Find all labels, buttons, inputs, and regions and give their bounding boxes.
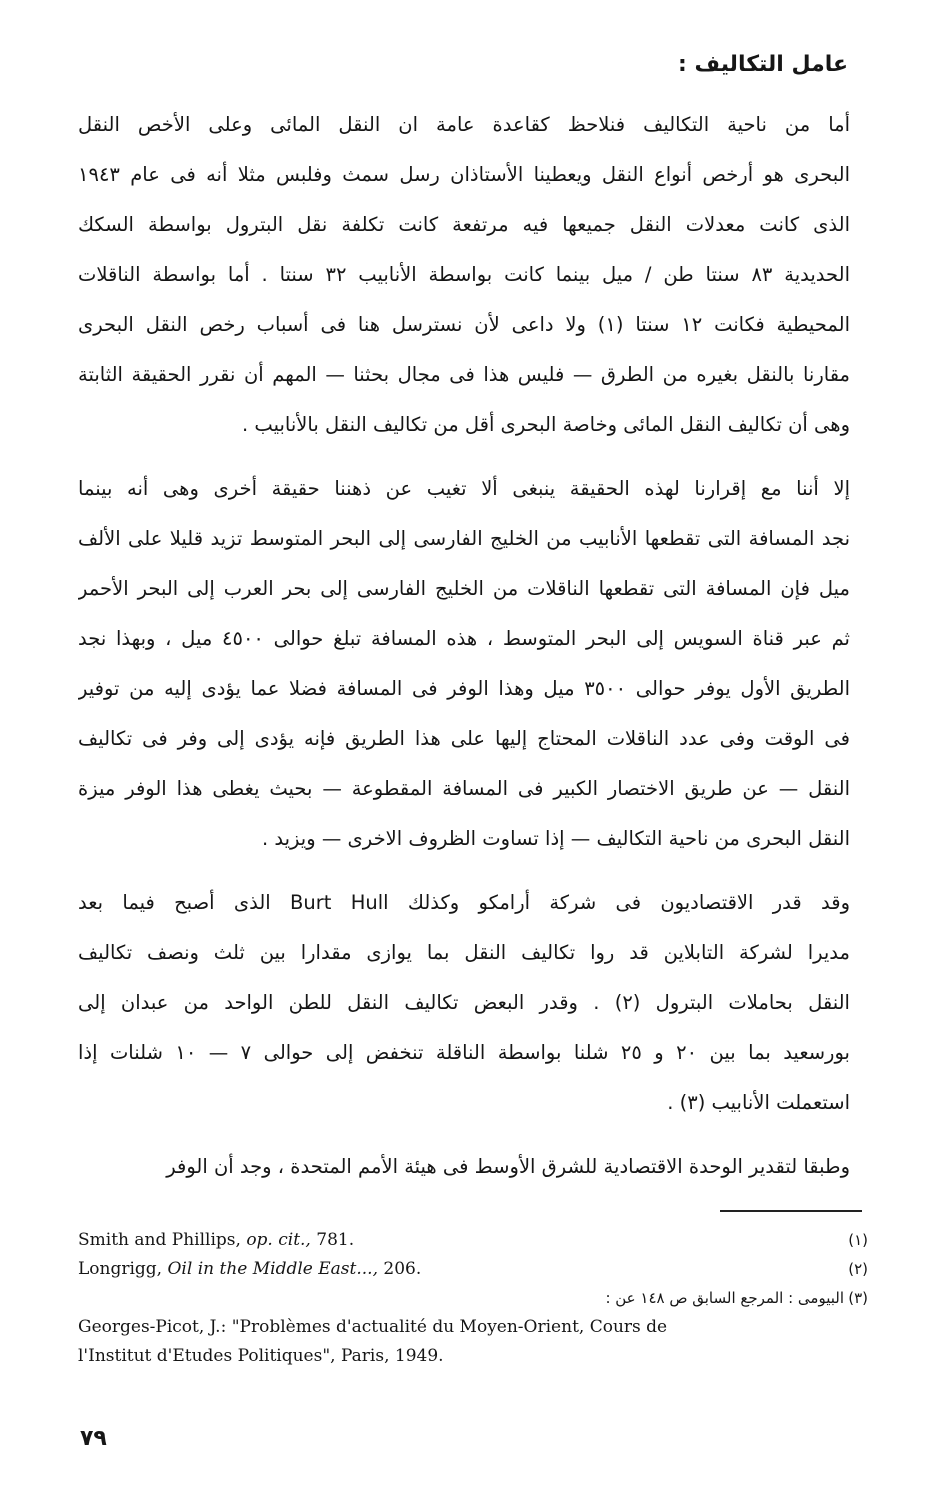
footnote-2-number: (٢) (848, 1260, 868, 1278)
paragraph-4 (78, 1142, 850, 1192)
page-number: ٧٩ (80, 1426, 107, 1451)
footnote-3-citation-line-2: l'Institut d'Etudes Politiques", Paris, 1949. (78, 1346, 444, 1366)
footnote-3-citation-line-1: Georges-Picot, J.: "Problèmes d'actualité du Moyen-Orient, Cours de (78, 1317, 668, 1337)
footnote-2-author: Longrigg, (78, 1259, 163, 1279)
footnote-2-citation (78, 1255, 421, 1284)
text-line: النقل البحرى من ناحية التكاليف — إذا تساوت الظروف الاخرى — ويزيد . (261, 827, 850, 850)
footnotes (78, 1226, 868, 1371)
text-line: ثم عبر قناة السويس إلى البحر المتوسط ، هذه المسافة تبلغ حوالى ٤٥٠٠ ميل ، وبهذا نجد (78, 627, 850, 650)
footnote-1-page: 781. (310, 1230, 355, 1250)
footnote-1-number: (١) (848, 1231, 868, 1249)
footnote-2-work: Oil in the Middle East..., (167, 1259, 378, 1279)
text-line: النقل بحاملات البترول (٢) . وقدر البعض تكاليف النقل للطن الواحد من عبدان إلى (78, 991, 850, 1014)
text-line: مقارنا بالنقل بغيره من الطرق — فليس هذا فى مجال بحثنا — المهم أن نقرر الحقيقة الثابتة (78, 363, 850, 386)
text-line: مديرا لشركة التابلاين قد روا تكاليف النقل بما يوازى مقدارا بين ثلث ونصف تكاليف (78, 941, 850, 964)
text-line: إلا أننا مع إقرارنا لهذه الحقيقة ينبغى ألا تغيب عن ذهننا حقيقة أخرى وهى أنه بينما (78, 477, 850, 500)
section-heading: عامل التكاليف : (678, 52, 848, 77)
footnote-3-number: (٣) (848, 1289, 868, 1307)
footnote-divider (720, 1210, 862, 1212)
footnote-2-page: 206. (377, 1259, 422, 1279)
paragraph-1 (78, 100, 850, 450)
paragraph-3 (78, 878, 850, 1128)
text-line: وهى أن تكاليف النقل المائى وخاصة البحرى أقل من تكاليف النقل بالأنابيب . (242, 413, 850, 436)
body-text (78, 100, 850, 1206)
footnote-1-author: Smith and Phillips, (78, 1230, 241, 1250)
text-line: الذى كانت معدلات النقل جميعها فيه مرتفعة كانت تكلفة نقل البترول بواسطة السكك (78, 213, 850, 236)
footnote-1 (78, 1226, 868, 1255)
text-line: استعملت الأنابيب (٣) . (667, 1091, 850, 1114)
footnote-1-work: op. cit., (246, 1230, 311, 1250)
text-line: البحرى هو أرخص أنواع النقل ويعطينا الأستاذان رسل سمث وفلبس مثلا أنه فى عام ١٩٤٣ (78, 163, 850, 186)
footnote-3 (78, 1284, 868, 1313)
text-line: وطبقا لتقدير الوحدة الاقتصادية للشرق الأوسط فى هيئة الأمم المتحدة ، وجد أن الوفر (166, 1155, 850, 1178)
footnote-3-arabic-source: البيومى : المرجع السابق ص ١٤٨ عن : (605, 1289, 844, 1307)
footnote-2 (78, 1255, 868, 1284)
text-line: نجد المسافة التى تقطعها الأنابيب من الخليج الفارسى إلى البحر المتوسط تزيد قليلا على الألف (78, 527, 850, 550)
text-line: أما من ناحية التكاليف فنلاحظ كقاعدة عامة ان النقل المائى وعلى الأخص النقل (78, 113, 850, 136)
text-line: الحديدية ٨٣ سنتا طن / ميل بينما كانت بواسطة الأنابيب ٣٢ سنتا . أما بواسطة الناقلات (78, 263, 850, 286)
text-line: فى الوقت وفى عدد الناقلات المحتاج إليها على هذا الطريق فإنه يؤدى إلى وفر فى تكاليف (78, 727, 850, 750)
text-line: بورسعيد بما بين ٢٠ و ٢٥ شلنا بواسطة الناقلة تنخفض إلى حوالى ٧ — ١٠ شلنات إذا (78, 1041, 850, 1064)
text-line: ميل فإن المسافة التى تقطعها الناقلات من الخليج الفارسى إلى بحر العرب إلى البحر الأحمر (78, 577, 850, 600)
text-line: النقل — عن طريق الاختصار الكبير فى المسافة المقطوعة — بحيث يغطى هذا الوفر ميزة (78, 777, 850, 800)
text-line: المحيطية فكانت ١٢ سنتا (١) ولا داعى لأن نسترسل هنا فى أسباب رخص النقل البحرى (78, 313, 850, 336)
footnote-1-citation (78, 1226, 354, 1255)
paragraph-2 (78, 464, 850, 864)
text-line: وقد قدر الاقتصاديون فى شركة أرامكو وكذلك Burt Hull الذى أصبح فيما بعد (78, 891, 850, 914)
text-line: الطريق الأول يوفر حوالى ٣٥٠٠ ميل وهذا الوفر فى المسافة فضلا عما يؤدى إليه من توفير (78, 677, 850, 700)
